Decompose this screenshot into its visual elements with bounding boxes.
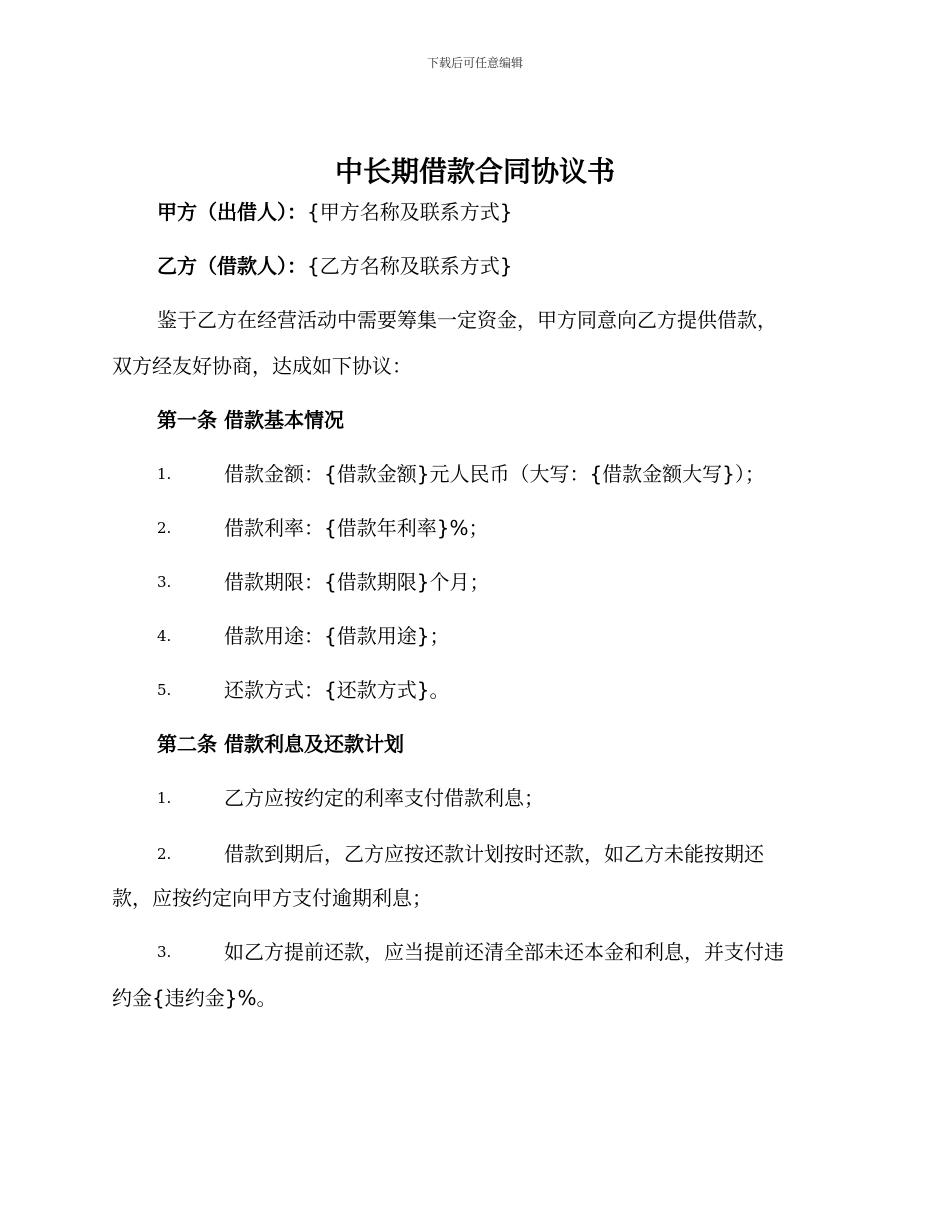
- article-2-item-3-text: 如乙方提前还款，应当提前还清全部未还本金和利息，并支付违: [224, 940, 784, 964]
- article-2-item-2-continuation: 款，应按约定向甲方支付逾期利息；: [112, 886, 432, 910]
- article-1-item-3-number: 3.: [157, 573, 172, 591]
- preamble-line-1: 鉴于乙方在经营活动中需要筹集一定资金，甲方同意向乙方提供借款，: [157, 308, 777, 332]
- party-a-label: 甲方（出借人）：: [157, 200, 307, 224]
- article-1-item-5-text: 还款方式：{还款方式}。: [224, 678, 450, 702]
- article-2-item-1-text: 乙方应按约定的利率支付借款利息；: [224, 786, 544, 810]
- article-2-item-2-text: 借款到期后，乙方应按还款计划按时还款，如乙方未能按期还: [224, 842, 764, 866]
- article-1-item-4-text: 借款用途：{借款用途}；: [224, 624, 450, 648]
- article-1-item-5-number: 5.: [157, 681, 172, 699]
- party-b-label: 乙方（借款人）：: [157, 254, 307, 278]
- article-1-heading: 第一条 借款基本情况: [157, 408, 344, 432]
- party-b-line: [157, 252, 512, 280]
- preamble-line-2: 双方经友好协商，达成如下协议：: [112, 354, 412, 378]
- article-1-item-1-text: 借款金额：{借款金额}元人民币（大写：{借款金额大写}）；: [224, 462, 765, 486]
- party-a-line: [157, 198, 512, 226]
- document-title: 中长期借款合同协议书: [334, 155, 615, 188]
- party-b-value: {乙方名称及联系方式}: [307, 254, 513, 278]
- article-1-item-1-number: 1.: [157, 465, 172, 483]
- article-2-item-3-number: 3.: [157, 943, 172, 961]
- article-1-item-4-number: 4.: [157, 627, 172, 645]
- article-1-item-2-number: 2.: [157, 519, 172, 537]
- article-1-item-3-text: 借款期限：{借款期限}个月；: [224, 570, 490, 594]
- party-a-value: {甲方名称及联系方式}: [307, 200, 513, 224]
- header-note: 下载后可任意编辑: [426, 56, 523, 70]
- article-2-heading: 第二条 借款利息及还款计划: [157, 732, 404, 756]
- article-2-item-2-number: 2.: [157, 845, 172, 863]
- article-2-item-1-number: 1.: [157, 789, 172, 807]
- article-1-item-2-text: 借款利率：{借款年利率}%；: [224, 516, 489, 540]
- article-2-item-3-continuation: 约金{违约金}%。: [112, 986, 277, 1010]
